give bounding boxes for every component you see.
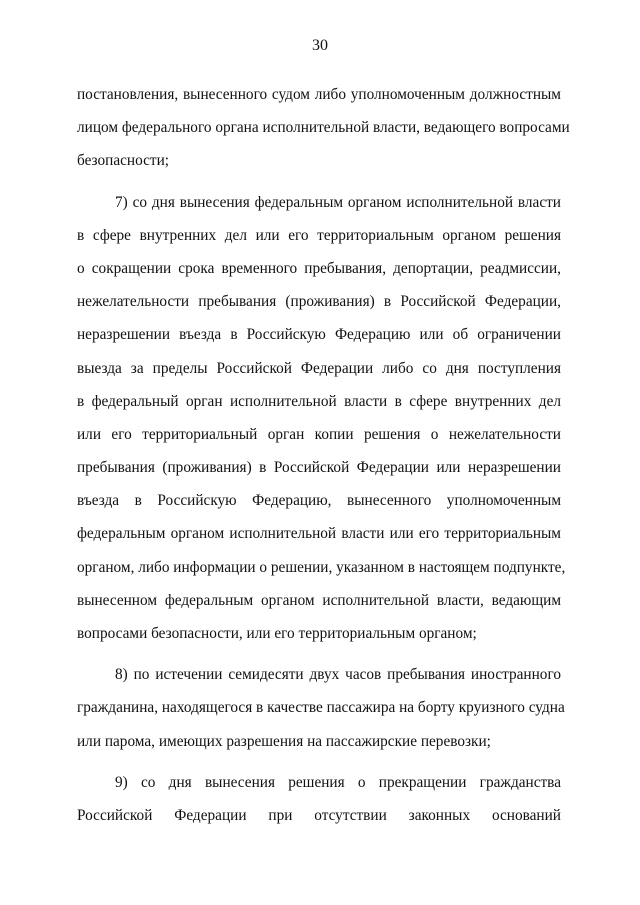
text-line: нежелательности пребывания (проживания) в Российской Федерации, xyxy=(77,293,561,311)
paragraph-item-9 xyxy=(77,766,561,832)
text-line: выезда за пределы Российской Федерации либо со дня поступления xyxy=(77,359,561,377)
text-line: Российской Федерации при отсутствии законных оснований xyxy=(77,806,561,824)
text-line: 7) со дня вынесения федеральным органом исполнительной власти xyxy=(115,193,561,211)
text-line: постановления, вынесенного судом либо уполномоченным должностным xyxy=(77,86,561,103)
text-line: гражданина, находящегося в качестве пассажира на борту круизного судна xyxy=(77,699,565,717)
text-line: органом, либо информации о решении, указанном в настоящем подпункте, xyxy=(77,558,566,576)
text-line: или его территориальный орган копии решения о нежелательности xyxy=(77,425,561,443)
text-line: 8) по истечении семидесяти двух часов пребывания иностранного xyxy=(115,666,561,684)
paragraph-item-8 xyxy=(77,658,565,758)
text-line: в федеральный орган исполнительной власти в сфере внутренних дел xyxy=(77,392,561,410)
text-line: безопасности; xyxy=(77,152,170,170)
text-line: лицом федерального органа исполнительной власти, ведающего вопросами xyxy=(77,119,570,137)
text-line: о сокращении срока временного пребывания, депортации, реадмиссии, xyxy=(77,259,561,277)
text-line: в сфере внутренних дел или его территориальным органом решения xyxy=(77,226,561,244)
text-line: федеральным органом исполнительной власти или его территориальным xyxy=(77,525,561,543)
paragraph-continuation xyxy=(77,78,570,178)
text-line: вынесенном федеральным органом исполнительной власти, ведающим xyxy=(77,591,561,609)
text-line: вопросами безопасности, или его территориальным органом; xyxy=(77,625,477,642)
paragraph-item-7 xyxy=(77,186,566,651)
text-line: неразрешении въезда в Российскую Федерацию или об ограничении xyxy=(77,326,561,344)
text-line: пребывания (проживания) в Российской Федерации или неразрешении xyxy=(77,459,561,477)
text-line: или парома, имеющих разрешения на пассажирские перевозки; xyxy=(77,732,491,750)
page-number: 30 xyxy=(312,37,328,54)
text-line: 9) со дня вынесения решения о прекращении гражданства xyxy=(115,773,561,791)
text-line: въезда в Российскую Федерацию, вынесенного уполномоченным xyxy=(77,492,561,510)
document-body xyxy=(77,78,570,832)
